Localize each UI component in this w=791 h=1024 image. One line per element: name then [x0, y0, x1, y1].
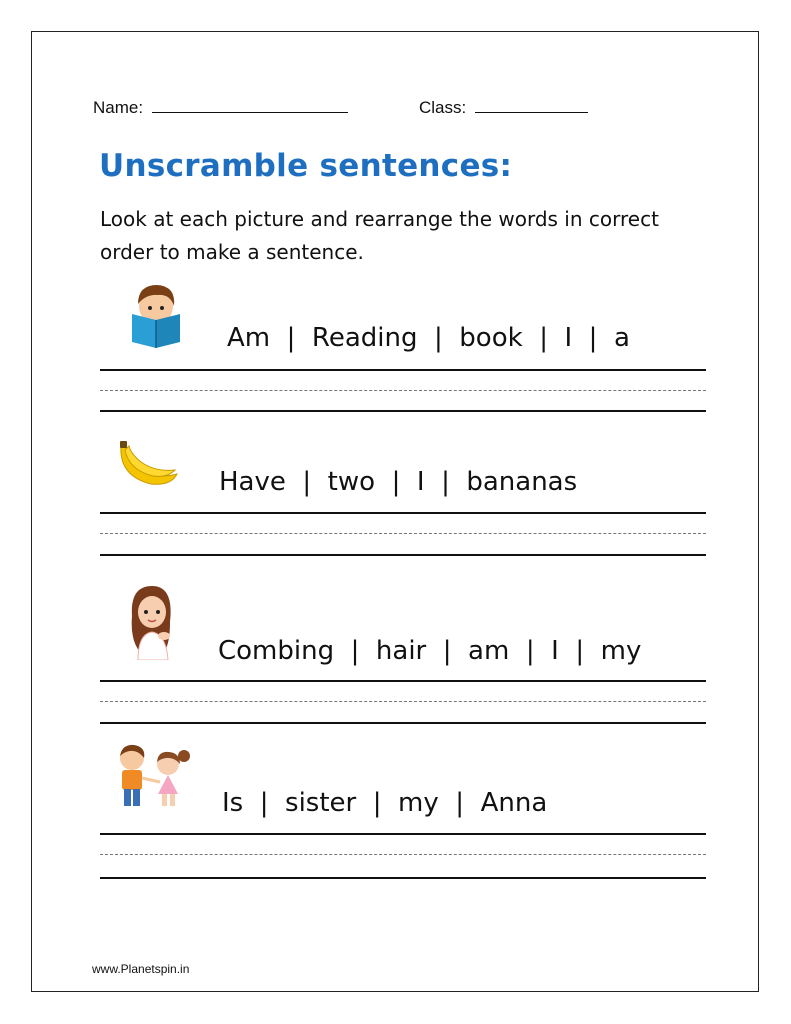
scrambled-words-1: Am | Reading | book | I | a: [227, 323, 630, 353]
writing-line-bottom-2[interactable]: [100, 554, 706, 556]
class-label: Class:: [419, 98, 467, 117]
brother-sister-icon: [110, 742, 196, 816]
scrambled-words-4: Is | sister | my | Anna: [222, 788, 548, 818]
writing-line-top-4: [100, 833, 706, 835]
writing-line-mid-1: [100, 390, 706, 391]
name-field: [93, 96, 348, 118]
writing-line-bottom-3[interactable]: [100, 722, 706, 724]
scrambled-words-2: Have | two | I | bananas: [219, 467, 578, 497]
writing-line-mid-3: [100, 701, 706, 702]
footer-url[interactable]: www.Planetspin.in: [92, 962, 190, 976]
writing-line-top-1: [100, 369, 706, 371]
scrambled-words-3: Combing | hair | am | I | my: [218, 636, 642, 666]
banana-icon: [115, 440, 179, 494]
writing-line-bottom-4[interactable]: [100, 877, 706, 879]
writing-line-top-3: [100, 680, 706, 682]
name-label: Name:: [93, 98, 144, 117]
combing-girl-icon: [124, 582, 180, 664]
reading-boy-icon: [128, 282, 188, 354]
class-blank-line[interactable]: [475, 96, 588, 113]
instructions: Look at each picture and rearrange the words in correct order to make a sentence.: [100, 207, 659, 264]
class-field: [419, 96, 588, 118]
writing-line-bottom-1[interactable]: [100, 410, 706, 412]
page-title: Unscramble sentences:: [99, 148, 513, 184]
writing-line-mid-4: [100, 854, 706, 855]
writing-line-mid-2: [100, 533, 706, 534]
writing-line-top-2: [100, 512, 706, 514]
name-blank-line[interactable]: [152, 96, 348, 113]
